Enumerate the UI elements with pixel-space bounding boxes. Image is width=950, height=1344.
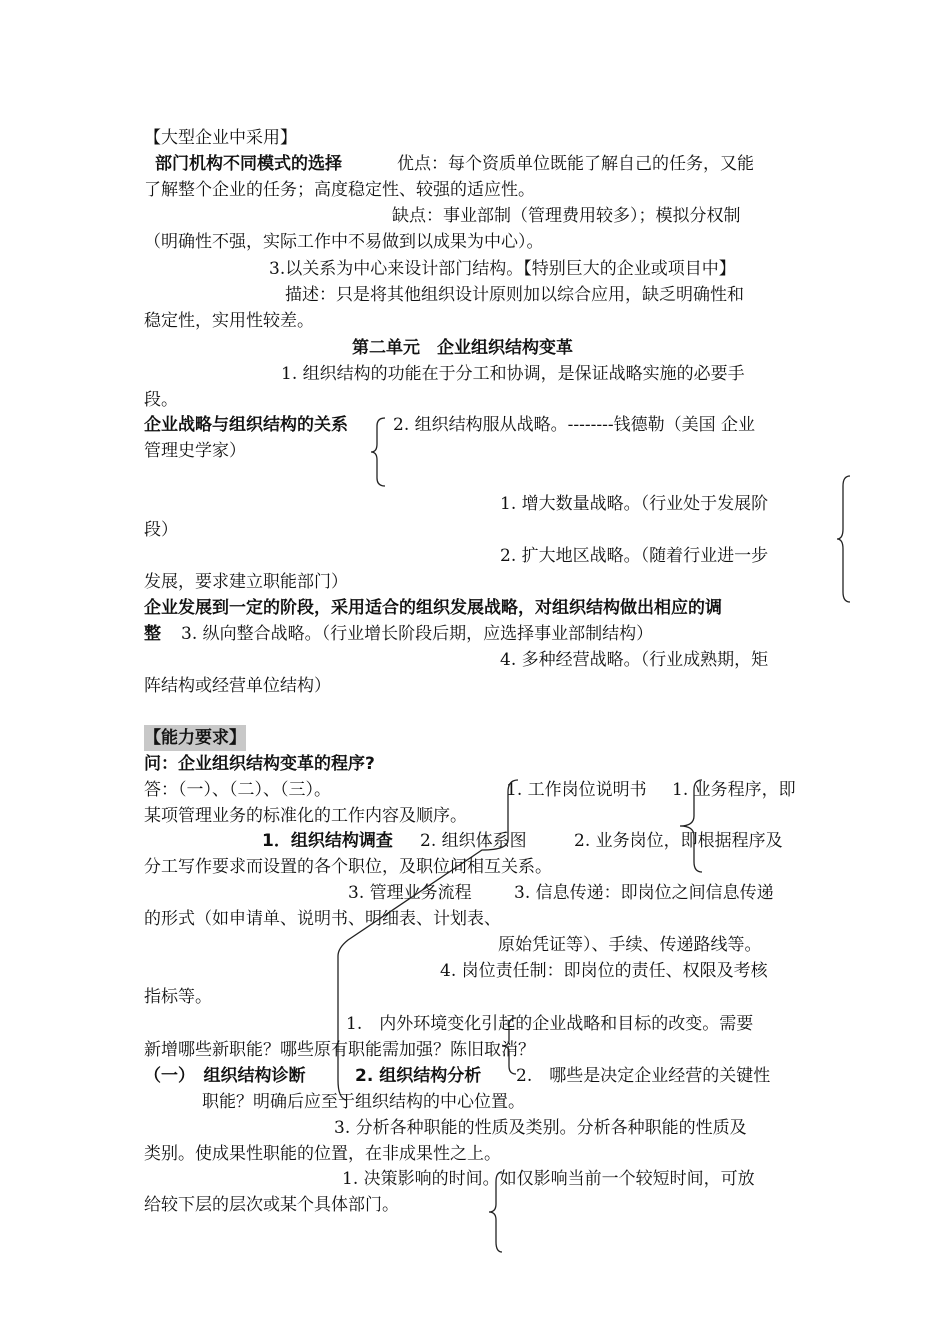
strategy-2-line-1: 2. 扩大地区战略。（随着行业进一步 <box>500 546 769 566</box>
analysis-3-line-2: 类别。使成果性职能的位置，在非成果性之上。 <box>144 1144 501 1164</box>
decision-1-line-2: 给较下层的层次或某个具体部门。 <box>144 1195 399 1215</box>
analysis-1-line-1: 1. 内外环境变化引起的企业战略和目标的改变。需要 <box>346 1014 754 1034</box>
analysis-1-line-2: 新增哪些新职能？哪些原有职能需加强？陈旧取消？ <box>144 1040 535 1060</box>
business-post-line-2: 分工写作要求而设置的各个职位，及职位间相互关系。 <box>144 857 552 877</box>
strategy-3: 3. 纵向整合战略。（行业增长阶段后期，应选择事业部制结构） <box>181 624 654 644</box>
advantages-line-1: 优点：每个资质单位既能了解自己的任务，又能 <box>397 154 754 174</box>
strategy-1-line-1: 1. 增大数量战略。（行业处于发展阶 <box>500 494 769 514</box>
point-1-line-2: 段。 <box>144 390 178 410</box>
org-structure-survey: 1．组织结构调查 <box>262 831 393 851</box>
mgmt-flow-item: 3. 管理业务流程 <box>348 883 472 903</box>
strategy-4-line-2: 阵结构或经营单位结构） <box>144 676 331 696</box>
point-2-line-1: 2. 组织结构服从战略。--------钱德勒（美国 企业 <box>393 415 755 435</box>
job-description-item: 1. 工作岗位说明书 <box>506 780 647 800</box>
strategy-4-line-1: 4. 多种经营战略。（行业成熟期，矩 <box>500 650 769 670</box>
info-transfer-line-3: 原始凭证等）、手续、传递路线等。 <box>498 935 762 955</box>
brace-strategy-relation <box>370 418 390 486</box>
question-title: 问：企业组织结构变革的程序? <box>144 754 375 774</box>
info-transfer-line-2: 的形式（如申请单、说明书、明细表、计划表、 <box>144 909 501 929</box>
post-responsibility-line-2: 指标等。 <box>144 987 212 1007</box>
analysis-2-line-1: 2. 哪些是决定企业经营的关键性 <box>516 1066 771 1086</box>
description-line-1: 描述：只是将其他组织设计原则加以综合应用，缺乏明确性和 <box>285 285 744 305</box>
large-enterprise-header: 【大型企业中采用】 <box>144 128 297 148</box>
point-2-line-2: 管理史学家） <box>144 441 246 461</box>
description-line-2: 稳定性，实用性较差。 <box>144 311 314 331</box>
brace-org-chart <box>676 780 706 872</box>
answer-line: 答：（一）、（二）、（三）。 <box>144 780 331 800</box>
relationship-based-item: 3.以关系为中心来设计部门结构。【特别巨大的企业或项目中】 <box>269 259 736 279</box>
disadvantages-line-1: 缺点：事业部制（管理费用较多）；模拟分权制 <box>392 206 741 226</box>
brace-decision <box>486 1172 506 1252</box>
unit-2-title: 第二单元 企业组织结构变革 <box>352 338 573 358</box>
ability-requirement-tag: 【能力要求】 <box>144 725 246 751</box>
org-chart-item: 2. 组织体系图 <box>420 831 527 851</box>
analysis-3-line-1: 3. 分析各种职能的性质及类别。分析各种职能的性质及 <box>334 1118 747 1138</box>
development-title-line-2: 整 <box>144 624 161 644</box>
disadvantages-line-2: （明确性不强，实际工作中不易做到以成果为中心）。 <box>144 232 544 252</box>
brace-org-analysis <box>500 1018 520 1074</box>
business-procedure-line-2: 某项管理业务的标准化的工作内容及顺序。 <box>144 806 467 826</box>
development-title-line-1: 企业发展到一定的阶段，采用适合的组织发展战略，对组织结构做出相应的调 <box>144 598 722 618</box>
dept-structure-title: 部门机构不同模式的选择 <box>155 154 342 174</box>
brace-growth-strategies <box>836 476 852 602</box>
post-responsibility-line-1: 4. 岗位责任制：即岗位的责任、权限及考核 <box>440 961 768 981</box>
strategy-2-line-2: 发展，要求建立职能部门） <box>144 572 348 592</box>
strategy-1-line-2: 段） <box>144 520 178 540</box>
advantages-line-2: 了解整个企业的任务；高度稳定性、较强的适应性。 <box>144 180 535 200</box>
analysis-2-line-2: 职能？明确后应至于组织结构的中心位置。 <box>202 1092 525 1112</box>
strategy-structure-title: 企业战略与组织结构的关系 <box>144 415 348 435</box>
info-transfer-line-1: 3. 信息传递：即岗位之间信息传递 <box>514 883 774 903</box>
business-procedure-line-1: 1. 业务程序，即 <box>672 780 796 800</box>
org-diagnosis-title: （一） 组织结构诊断 <box>144 1066 306 1086</box>
business-post-line-1: 2. 业务岗位，即根据程序及 <box>574 831 783 851</box>
org-analysis-title: 2. 组织结构分析 <box>355 1066 482 1086</box>
point-1-line-1: 1. 组织结构的功能在于分工和协调，是保证战略实施的必要手 <box>281 364 745 384</box>
decision-1-line-1: 1. 决策影响的时间。如仅影响当前一个较短时间，可放 <box>342 1169 755 1189</box>
